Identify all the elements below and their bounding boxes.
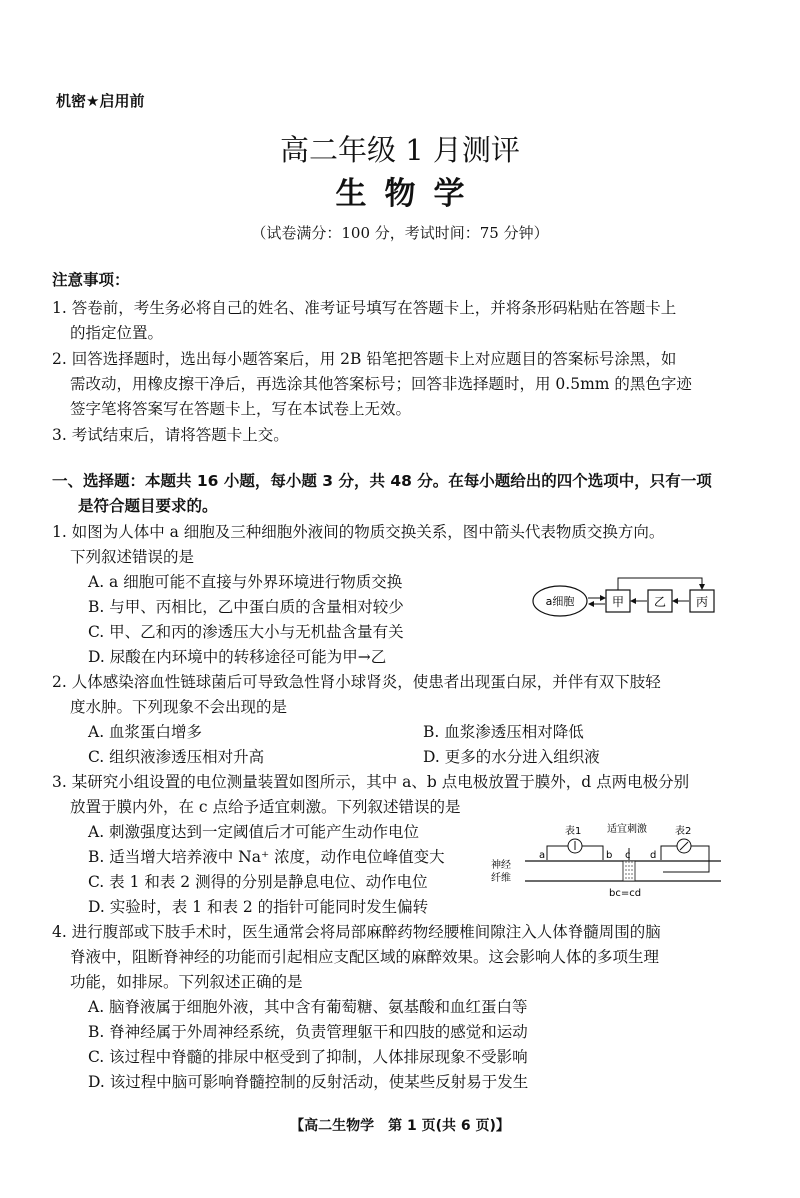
notice-line: 2. 回答选择题时，选出每小题答案后，用 2B 铅笔把答题卡上对应题目的答案标号涂黑，如: [52, 350, 677, 368]
q3-option-a: A. 刺激强度达到一定阈值后才可能产生动作电位: [88, 823, 420, 841]
q3-potential-measurement-diagram: [485, 820, 725, 902]
notice-line: 3. 考试结束后，请将答题卡上交。: [52, 426, 289, 444]
q2-stem-cont: 度水肿。下列现象不会出现的是: [70, 698, 288, 716]
stimulus-label: 适宜刺激: [607, 824, 647, 835]
q1-stem: 1. 如图为人体中 a 细胞及三种细胞外液间的物质交换关系，图中箭头代表物质交换方向。: [52, 523, 665, 541]
point-b-label: b: [606, 850, 613, 861]
subject-title: 生物学: [335, 176, 483, 212]
q4-option-a: A. 脑脊液属于细胞外液，其中含有葡萄糖、氨基酸和血红蛋白等: [88, 998, 528, 1016]
page-footer: 【高二生物学 第 1 页(共 6 页)】: [290, 1118, 510, 1134]
q3-stem-cont: 放置于膜内外，在 c 点给予适宜刺激。下列叙述错误的是: [70, 798, 461, 816]
jia-label: 甲: [611, 595, 625, 609]
q1-option-d: D. 尿酸在内环境中的转移途径可能为甲→乙: [88, 648, 387, 666]
q1-option-b: B. 与甲、丙相比，乙中蛋白质的含量相对较少: [88, 598, 404, 616]
exam-info: （试卷满分：100 分，考试时间：75 分钟）: [251, 224, 549, 242]
q3-option-d: D. 实验时，表 1 和表 2 的指针可能同时发生偏转: [88, 898, 429, 916]
q4-option-b: B. 脊神经属于外周神经系统，负责管理躯干和四肢的感觉和运动: [88, 1023, 528, 1041]
q1-option-a: A. a 细胞可能不直接与外界环境进行物质交换: [88, 573, 403, 591]
point-d-label: d: [650, 850, 657, 861]
notice-line: 签字笔将答案写在答题卡上，写在本试卷上无效。: [70, 400, 412, 418]
q1-stem-cont: 下列叙述错误的是: [70, 548, 195, 566]
point-c-label: c: [625, 850, 631, 861]
arrow-jia-to-bing: [618, 578, 702, 590]
bc-cd-label: bc=cd: [609, 888, 642, 899]
q2-option-d: D. 更多的水分进入组织液: [423, 748, 600, 766]
q3-option-c: C. 表 1 和表 2 测得的分别是静息电位、动作电位: [88, 873, 428, 891]
q4-option-d: D. 该过程中脑可影响脊髓控制的反射活动，使某些反射易于发生: [88, 1073, 529, 1091]
q3-stem: 3. 某研究小组设置的电位测量装置如图所示，其中 a、b 点电极放置于膜外，d 点两电极分别: [52, 773, 690, 791]
notice-line: 1. 答卷前，考生务必将自己的姓名、准考证号填写在答题卡上，并将条形码粘贴在答题卡上: [52, 299, 677, 317]
q2-stem: 2. 人体感染溶血性链球菌后可导致急性肾小球肾炎，使患者出现蛋白尿，并伴有双下肢轻: [52, 673, 661, 691]
q4-stem: 4. 进行腹部或下肢手术时，医生通常会将局部麻醉药物经腰椎间隙注入人体脊髓周围的脑: [52, 923, 661, 941]
notice-line: 需改动，用橡皮擦干净后，再选涂其他答案标号；回答非选择题时，用 0.5mm 的黑色字迹: [70, 375, 692, 393]
meter1-label: 表1: [565, 826, 582, 837]
q1-option-c: C. 甲、乙和丙的渗透压大小与无机盐含量有关: [88, 623, 404, 641]
q2-option-a: A. 血浆蛋白增多: [88, 723, 203, 741]
nerve-label: 神经: [491, 860, 511, 871]
meter2-label: 表2: [675, 826, 692, 837]
notice-heading: 注意事项：: [52, 271, 130, 289]
q1-exchange-diagram: [530, 568, 725, 638]
q2-option-b: B. 血浆渗透压相对降低: [423, 723, 584, 741]
bing-label: 丙: [695, 595, 709, 609]
q4-stem-cont: 脊液中，阻断脊神经的功能而引起相应支配区域的麻醉效果。这会影响人体的多项生理: [70, 948, 660, 966]
exam-title: 高二年级 1 月测评: [280, 133, 520, 167]
q3-option-b: B. 适当增大培养液中 Na⁺ 浓度，动作电位峰值变大: [88, 848, 445, 866]
notice-line: 的指定位置。: [70, 324, 164, 342]
yi-label: 乙: [653, 595, 667, 609]
confidential-label: 机密★启用前: [56, 92, 145, 110]
section-heading-cont: 是符合题目要求的。: [78, 497, 218, 515]
q4-stem-cont2: 功能，如排尿。下列叙述正确的是: [70, 973, 303, 991]
q4-option-c: C. 该过程中脊髓的排尿中枢受到了抑制，人体排尿现象不受影响: [88, 1048, 528, 1066]
q2-option-c: C. 组织液渗透压相对升高: [88, 748, 265, 766]
point-a-label: a: [539, 850, 546, 861]
section-heading: 一、选择题：本题共 16 小题，每小题 3 分，共 48 分。在每小题给出的四个选项中，只有一项: [52, 472, 712, 490]
fiber-label: 纤维: [491, 873, 511, 884]
a-cell-label: a细胞: [545, 595, 575, 608]
